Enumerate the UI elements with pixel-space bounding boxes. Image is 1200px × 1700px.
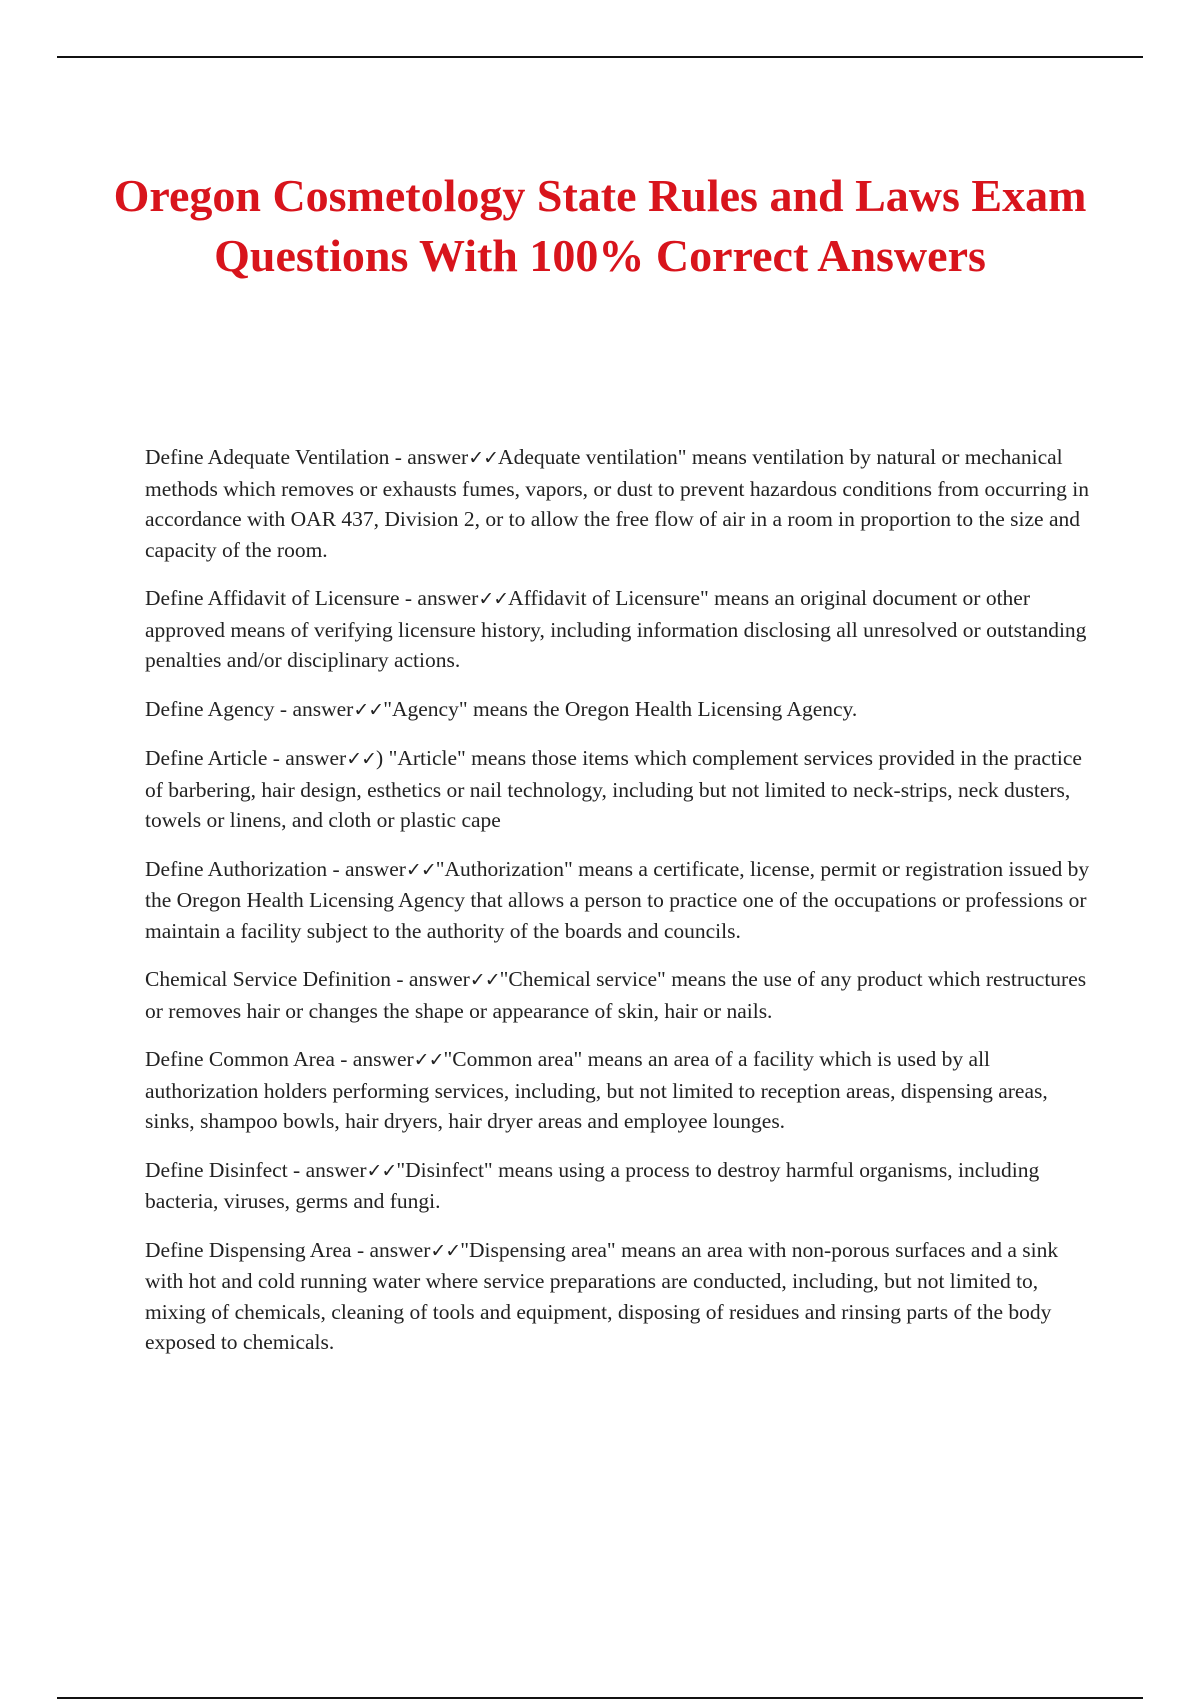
question-text: Chemical Service Definition - answer (145, 967, 470, 991)
question-text: Define Agency - answer (145, 696, 354, 721)
qa-entry (145, 442, 1090, 565)
double-check-icon: ✓✓ (468, 447, 499, 469)
double-check-icon: ✓✓ (478, 588, 509, 610)
question-text: Define Common Area - answer (145, 1047, 414, 1071)
answer-text: Affidavit of Licensure" means an original document or other approved means of verifying licensure history, including information disclosing all unresolved or outstanding penalties and/or disciplinary actions. (145, 586, 1087, 672)
double-check-icon: ✓✓ (413, 1049, 444, 1071)
top-divider (57, 56, 1143, 58)
double-check-icon: ✓✓ (346, 748, 377, 770)
answer-text: Adequate ventilation" means ventilation by natural or mechanical methods which removes or exhausts fumes, vapors, or dust to prevent hazardous conditions from occurring in accordance with OAR 437, Division 2, or to allow the free flow of air in a room in proportion to the size and capacity of the room. (145, 445, 1089, 562)
qa-entry (145, 1235, 1090, 1358)
qa-entry (145, 743, 1090, 836)
double-check-icon: ✓✓ (353, 698, 384, 721)
question-text: Define Article - answer (145, 746, 347, 770)
qa-entry (145, 583, 1090, 676)
qa-entry (145, 964, 1090, 1026)
answer-text: "Chemical service" means the use of any product which restructures or removes hair or changes the shape or appearance of skin, hair or nails. (145, 967, 1087, 1023)
answer-text: "Agency" means the Oregon Health Licensing Agency. (383, 696, 858, 721)
double-check-icon: ✓✓ (469, 969, 500, 991)
qa-list (145, 442, 1090, 1376)
qa-entry (145, 854, 1090, 947)
double-check-icon: ✓✓ (405, 858, 436, 881)
answer-text: "Dispensing area" means an area with non-porous surfaces and a sink with hot and cold running water where service preparations are conducted, including, but not limited to, mixing of chemicals, cleaning of tools and equipment, disposing of residues and rinsing parts of the body exposed to chemicals. (145, 1237, 1059, 1354)
question-text: Define Disinfect - answer (145, 1157, 367, 1182)
qa-entry (145, 1044, 1090, 1137)
qa-entry (145, 1155, 1090, 1217)
double-check-icon: ✓✓ (366, 1159, 397, 1182)
qa-entry (145, 694, 1090, 726)
document-title: Oregon Cosmetology State Rules and Laws Exam Questions With 100% Correct Answers (113, 170, 1087, 281)
bottom-divider (57, 1697, 1143, 1699)
question-text: Define Adequate Ventilation - answer (145, 445, 469, 469)
double-check-icon: ✓✓ (430, 1239, 461, 1262)
question-text: Define Authorization - answer (145, 856, 406, 881)
answer-text: ) "Article" means those items which complement services provided in the practice of barbering, hair design, esthetics or nail technology, including but not limited to neck-strips, neck dusters, towels or linens, and cloth or plastic cape (145, 746, 1082, 832)
answer-text: "Authorization" means a certificate, license, permit or registration issued by the Oregon Health Licensing Agency that allows a person to practice one of the occupations or professions or maintain a facility subject to the authority of the boards and councils. (145, 856, 1090, 943)
question-text: Define Dispensing Area - answer (145, 1237, 431, 1262)
answer-text: "Common area" means an area of a facility which is used by all authorization holders performing services, including, but not limited to reception areas, dispensing areas, sinks, shampoo bowls, hair dryers, hair dryer areas and employee lounges. (145, 1047, 1048, 1133)
answer-text: "Disinfect" means using a process to destroy harmful organisms, including bacteria, viruses, germs and fungi. (145, 1157, 1040, 1213)
question-text: Define Affidavit of Licensure - answer (145, 586, 479, 610)
